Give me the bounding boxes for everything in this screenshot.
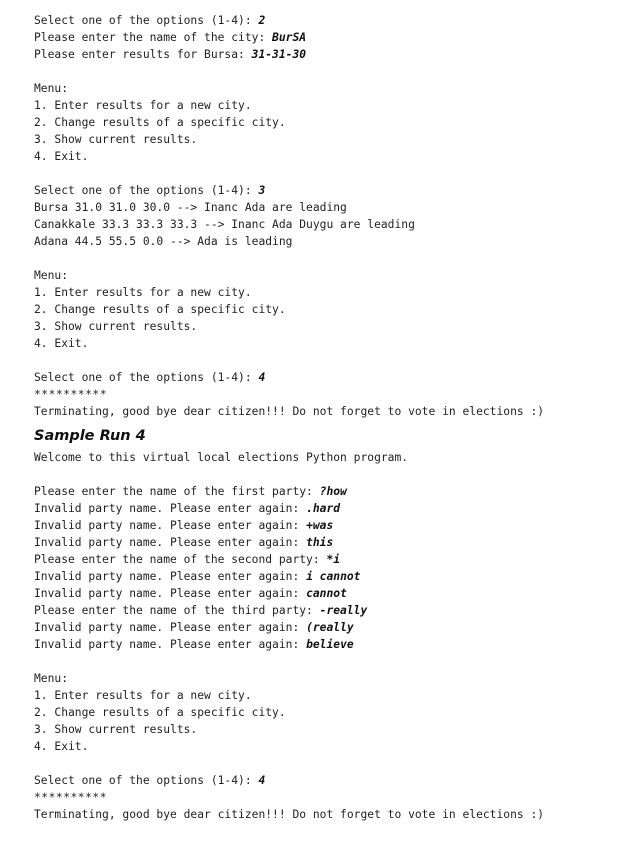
result-line: Bursa 31.0 31.0 30.0 --> Inanc Ada are leading [34,201,347,214]
prompt-text: Select one of the options (1-4): [34,371,259,384]
option-select-line [34,772,624,789]
menu-option: 4. Exit. [34,740,89,753]
menu-title: Menu: [34,82,69,95]
prompt-text: Invalid party name. Please enter again: [34,519,307,532]
party-prompt-line [34,483,624,500]
prompt-text: Invalid party name. Please enter again: [34,621,307,634]
party-prompt-line [34,534,624,551]
menu-option: 1. Enter results for a new city. [34,689,252,702]
option-select-line [34,12,624,29]
party-prompt-line [34,585,624,602]
prompt-text: Select one of the options (1-4): [34,14,259,27]
welcome-message: Welcome to this virtual local elections Python program. [34,451,409,464]
prompt-text: Please enter the name of the second party: [34,553,327,566]
prompt-text: Invalid party name. Please enter again: [34,536,307,549]
menu-option: 2. Change results of a specific city. [34,706,286,719]
user-input: this [306,536,334,549]
prompt-text: Select one of the options (1-4): [34,184,259,197]
menu-option: 3. Show current results. [34,320,198,333]
menu-option: 2. Change results of a specific city. [34,116,286,129]
party-prompt-line [34,636,624,653]
menu-option: 4. Exit. [34,150,89,163]
result-line: Canakkale 33.3 33.3 33.3 --> Inanc Ada Duygu are leading [34,218,415,231]
user-input: believe [306,638,354,651]
party-prompt-line [34,602,624,619]
menu-title: Menu: [34,269,69,282]
user-input: .hard [306,502,341,515]
prompt-text: Invalid party name. Please enter again: [34,587,307,600]
user-input: 4 [258,371,266,384]
user-input: 31-31-30 [251,48,307,61]
prompt-text: Please enter the name of the third party: [34,604,320,617]
option-select-line [34,182,624,199]
menu-option: 1. Enter results for a new city. [34,286,252,299]
user-input: +was [306,519,334,532]
user-input: cannot [306,587,347,600]
menu-title: Menu: [34,672,69,685]
document-body [34,12,624,823]
prompt-text: Please enter the name of the first party: [34,485,320,498]
menu-option: 4. Exit. [34,337,89,350]
prompt-text: Invalid party name. Please enter again: [34,570,307,583]
result-line: Adana 44.5 55.5 0.0 --> Ada is leading [34,235,293,248]
prompt-text: Invalid party name. Please enter again: [34,502,307,515]
prompt-text: Please enter results for Bursa: [34,48,252,61]
user-input: 2 [258,14,266,27]
separator-stars: ********** [34,791,108,804]
goodbye-message: Terminating, good bye dear citizen!!! Do not forget to vote in elections :) [34,405,545,418]
menu-option: 3. Show current results. [34,723,198,736]
city-results-line [34,46,624,63]
user-input: BurSA [272,31,307,44]
section-heading: Sample Run 4 [34,428,146,444]
option-select-line [34,369,624,386]
user-input: 3 [258,184,266,197]
prompt-text: Select one of the options (1-4): [34,774,259,787]
user-input: i cannot [306,570,361,583]
goodbye-message: Terminating, good bye dear citizen!!! Do not forget to vote in elections :) [34,808,545,821]
party-prompt-line [34,568,624,585]
separator-stars: ********** [34,388,108,401]
party-prompt-line [34,619,624,636]
user-input: ?how [319,485,347,498]
party-prompt-line [34,551,624,568]
menu-option: 3. Show current results. [34,133,198,146]
menu-option: 1. Enter results for a new city. [34,99,252,112]
user-input: *i [326,553,341,566]
user-input: -really [319,604,368,617]
party-prompt-line [34,500,624,517]
city-name-line [34,29,624,46]
user-input: (really [306,621,354,634]
party-prompt-line [34,517,624,534]
menu-option: 2. Change results of a specific city. [34,303,286,316]
prompt-text: Invalid party name. Please enter again: [34,638,307,651]
prompt-text: Please enter the name of the city: [34,31,273,44]
user-input: 4 [258,774,266,787]
